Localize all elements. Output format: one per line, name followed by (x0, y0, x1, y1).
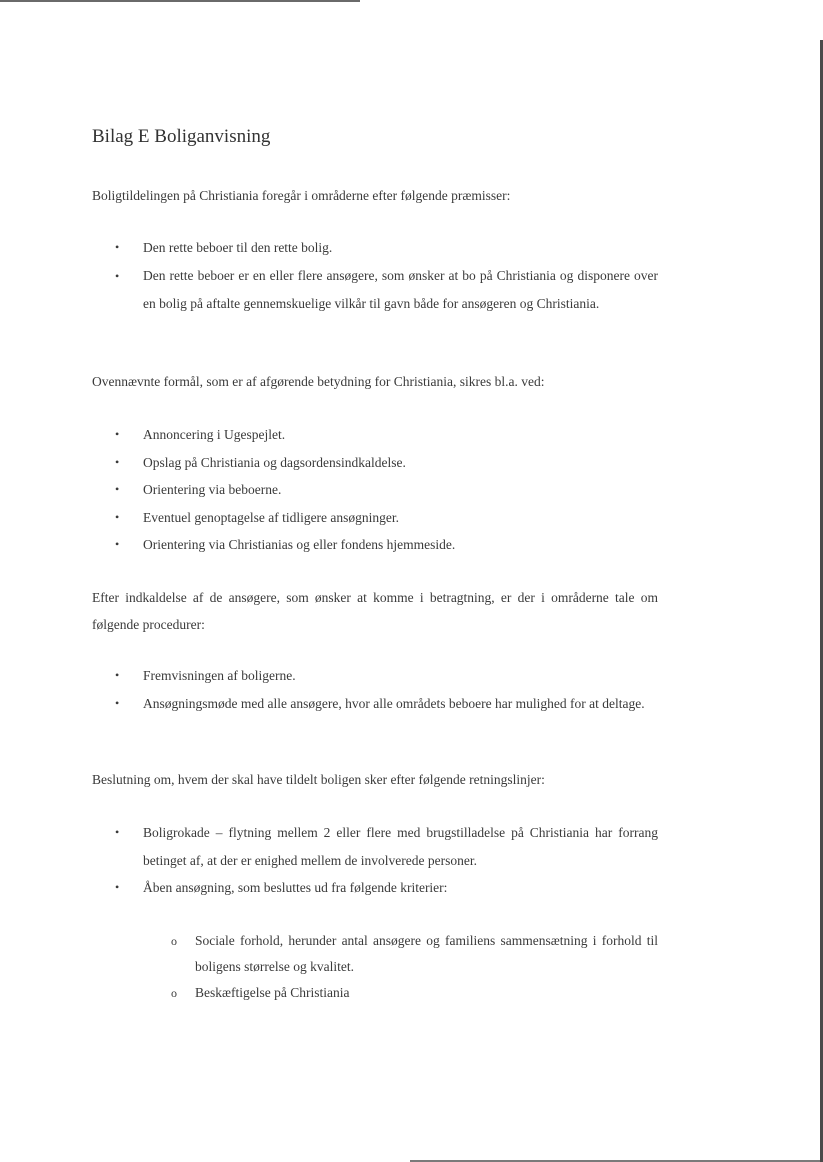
list-item (92, 421, 658, 449)
bullet-icon: • (115, 537, 120, 551)
list-item-text: Boligrokade – flytning mellem 2 eller flere med brugstilladelse på Christiania har forrang betinget af, at der er enighed mellem de involverede personer. (143, 825, 658, 868)
decision-paragraph: Beslutning om, hvem der skal have tildelt boligen sker efter følgende retningslinjer: (92, 772, 545, 787)
bullet-icon: • (115, 880, 120, 894)
bullet-icon: • (115, 482, 120, 496)
list-item-text: Opslag på Christiania og dagsordensindkaldelse. (143, 454, 406, 470)
bullet-icon: • (115, 825, 120, 839)
measures-list (92, 421, 658, 559)
bullet-icon: • (115, 668, 120, 682)
list-item-text: Sociale forhold, herunder antal ansøgere og familiens sammensætning i forhold til boligens størrelse og kvalitet. (195, 933, 658, 974)
list-item-text: Beskæftigelse på Christiania (195, 985, 350, 1000)
list-item-text: Åben ansøgning, som besluttes ud fra følgende kriterier: (143, 880, 448, 895)
list-item (92, 476, 658, 504)
list-item (92, 531, 658, 559)
bullet-icon: • (115, 427, 120, 441)
list-item (92, 234, 658, 262)
bullet-icon: • (115, 695, 120, 710)
list-item-text: Eventuel genoptagelse af tidligere ansøgninger. (143, 509, 400, 525)
bullet-icon: • (115, 454, 120, 469)
page-title: Bilag E Boliganvisning (92, 126, 271, 147)
list-item (92, 662, 658, 690)
guidelines-list (92, 819, 658, 902)
list-item (92, 449, 658, 477)
list-item-text: Orientering via Christianias og eller fondens hjemmeside. (143, 537, 456, 552)
bullet-icon: • (115, 240, 120, 254)
list-item (92, 690, 658, 718)
list-item-text: Orientering via beboerne. (143, 482, 282, 497)
list-item (168, 928, 658, 980)
criteria-list (168, 928, 658, 1006)
list-item-text: Den rette beboer er en eller flere ansøgere, som ønsker at bo på Christiania og disponere over en bolig på aftalte gennemskuelige vilkår til gavn både for ansøgeren og Christiania. (143, 267, 658, 311)
list-item (92, 262, 658, 318)
list-item-text: Fremvisningen af boligerne. (143, 668, 296, 683)
scan-edge-top (0, 0, 360, 2)
list-item (168, 980, 658, 1006)
procedure-paragraph: Efter indkaldelse af de ansøgere, som ønsker at komme i betragtning, er der i områderne tale om følgende procedurer: (92, 590, 658, 632)
list-item (92, 874, 658, 902)
list-item-text: Den rette beboer til den rette bolig. (143, 240, 333, 255)
list-item (92, 504, 658, 532)
premises-list (92, 234, 658, 318)
intro-paragraph: Boligtildelingen på Christiania foregår i områderne efter følgende præmisser: (92, 188, 511, 203)
purpose-paragraph: Ovennævnte formål, som er af afgørende betydning for Christiania, sikres bl.a. ved: (92, 374, 545, 389)
bullet-icon: • (115, 509, 120, 524)
bullet-icon: • (115, 268, 120, 283)
circle-bullet-icon: o (171, 986, 177, 1000)
list-item (92, 819, 658, 874)
circle-bullet-icon: o (171, 934, 177, 948)
list-item-text: Ansøgningsmøde med alle ansøgere, hvor alle områdets beboere har mulighed for at deltage. (143, 695, 645, 711)
list-item-text: Annoncering i Ugespejlet. (143, 427, 286, 442)
procedures-list (92, 662, 658, 717)
